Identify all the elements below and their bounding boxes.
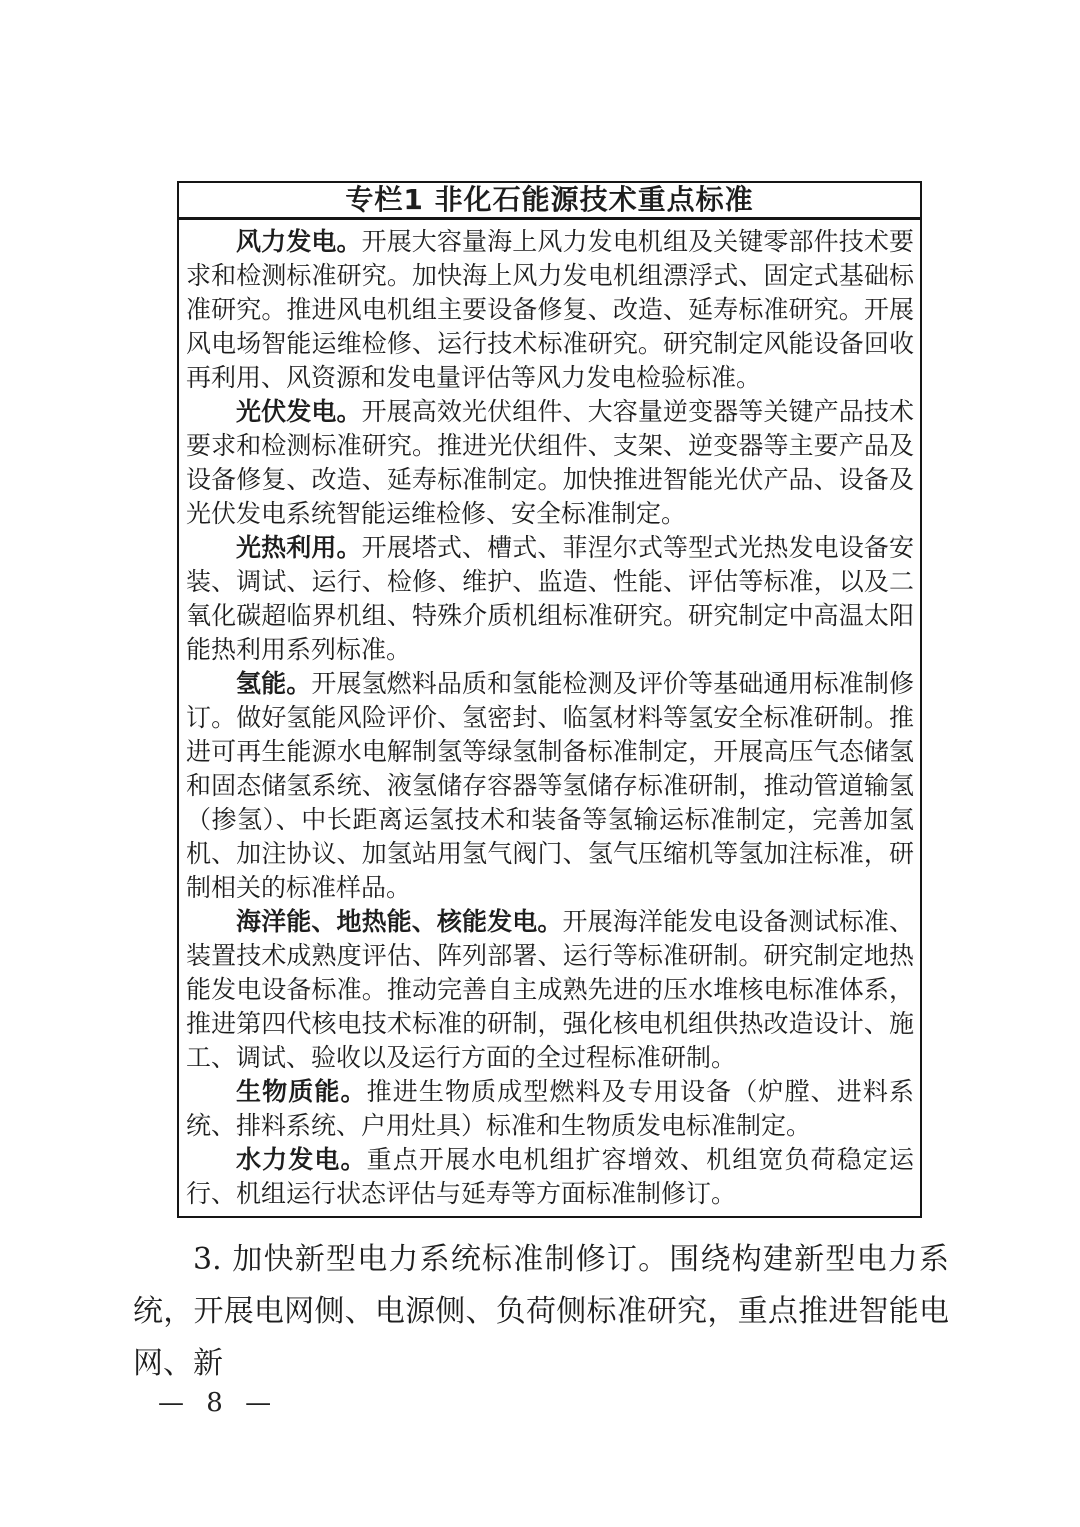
section-lead: 生物质能。: [236, 1077, 367, 1106]
section-lead: 风力发电。: [236, 227, 362, 256]
panel-section-solar-thermal: [186, 531, 914, 667]
panel-section-photovoltaic: [186, 395, 914, 531]
body-paragraph-3: 3. 加快新型电力系统标准制修订。围绕构建新型电力系统，开展电网侧、电源侧、负荷侧标准研究，重点推进智能电网、新: [133, 1242, 949, 1381]
panel-body: [179, 220, 920, 1211]
panel-section-ocean-geo-nuclear: [186, 905, 914, 1075]
panel-section-hydrogen: [186, 667, 914, 905]
page-number: — 8 —: [158, 1388, 279, 1418]
panel-section-wind: [186, 225, 914, 395]
section-text: 开展塔式、槽式、菲涅尔式等型式光热发电设备安装、调试、运行、检修、维护、监造、性能、评估等标准，以及二氧化碳超临界机组、特殊介质机组标准研究。研究制定中高温太阳能热利用系列标准。: [186, 533, 914, 664]
section-lead: 光伏发电。: [236, 397, 362, 426]
section-text: 重点开展水电机组扩容增效、机组宽负荷稳定运行、机组运行状态评估与延寿等方面标准制修订。: [186, 1145, 914, 1208]
panel-title: 专栏1 非化石能源技术重点标准: [179, 183, 920, 220]
section-text: 推进生物质成型燃料及专用设备（炉膛、进料系统、排料系统、户用灶具）标准和生物质发电标准制定。: [186, 1077, 914, 1140]
panel-section-biomass: [186, 1075, 914, 1143]
section-text: 开展海洋能发电设备测试标准、装置技术成熟度评估、阵列部署、运行等标准研制。研究制定地热能发电设备标准。推动完善自主成熟先进的压水堆核电标准体系，推进第四代核电技术标准的研制，强化核电机组供热改造设计、施工、调试、验收以及运行方面的全过程标准研制。: [186, 907, 914, 1072]
section-lead: 氢能。: [236, 669, 312, 698]
section-lead: 海洋能、地热能、核能发电。: [236, 907, 563, 936]
section-lead: 光热利用。: [236, 533, 362, 562]
section-text: 开展大容量海上风力发电机组及关键零部件技术要求和检测标准研究。加快海上风力发电机组漂浮式、固定式基础标准研究。推进风电机组主要设备修复、改造、延寿标准研究。开展风电场智能运维检修、运行技术标准研究。研究制定风能设备回收再利用、风资源和发电量评估等风力发电检验标准。: [186, 227, 914, 392]
section-text: 开展氢燃料品质和氢能检测及评价等基础通用标准制修订。做好氢能风险评价、氢密封、临氢材料等氢安全标准研制。推进可再生能源水电解制氢等绿氢制备标准制定，开展高压气态储氢和固态储氢系统、液氢储存容器等氢储存标准研制，推动管道输氢（掺氢）、中长距离运氢技术和装备等氢输运标准制定，完善加氢机、加注协议、加氢站用氢气阀门、氢气压缩机等氢加注标准，研制相关的标准样品。: [186, 669, 914, 902]
standards-panel: [177, 181, 922, 1218]
section-text: 开展高效光伏组件、大容量逆变器等关键产品技术要求和检测标准研究。推进光伏组件、支架、逆变器等主要产品及设备修复、改造、延寿标准制定。加快推进智能光伏产品、设备及光伏发电系统智能运维检修、安全标准制定。: [186, 397, 914, 528]
section-lead: 水力发电。: [236, 1145, 367, 1174]
panel-section-hydropower: [186, 1143, 914, 1211]
